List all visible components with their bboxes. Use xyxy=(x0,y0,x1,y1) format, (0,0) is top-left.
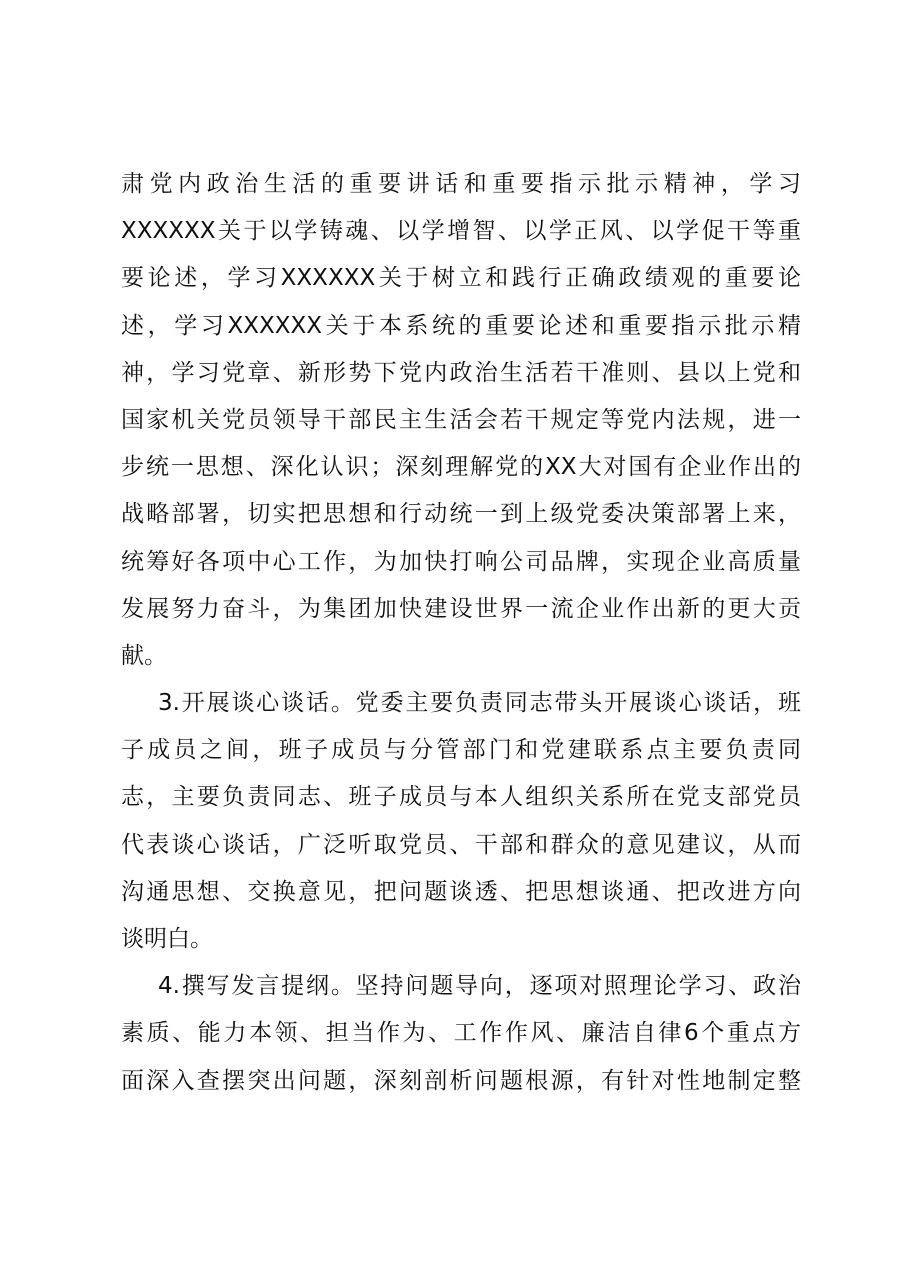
document-body xyxy=(121,161,801,1105)
paragraph-heading-line: 4.撰写发言提纲。坚持问题导向，逐项对照理论学习、政治 xyxy=(158,973,801,1000)
text-line: 神，学习党章、新形势下党内政治生活若干准则、县以上党和 xyxy=(121,359,801,386)
text-line: 志，主要负责同志、班子成员与本人组织关系所在党支部党员 xyxy=(121,784,801,811)
text-line: 统筹好各项中心工作，为加快打响公司品牌，实现企业高质量 xyxy=(121,548,801,575)
text-line: 肃党内政治生活的重要讲话和重要指示批示精神，学习 xyxy=(121,171,801,197)
text-line: 素质、能力本领、担当作为、工作作风、廉洁自律6个重点方 xyxy=(121,1020,801,1047)
text-line: 面深入查摆突出问题，深刻剖析问题根源，有针对性地制定整 xyxy=(121,1067,801,1094)
text-line: 子成员之间，班子成员与分管部门和党建联系点主要负责同 xyxy=(121,737,801,764)
paragraph-heading-line: 3.开展谈心谈话。党委主要负责同志带头开展谈心谈话，班 xyxy=(158,690,801,717)
text-line: 谈明白。 xyxy=(121,926,213,952)
text-line: 述，学习XXXXXX关于本系统的重要论述和重要指示批示精 xyxy=(121,312,801,339)
text-line: 沟通思想、交换意见，把问题谈透、把思想谈通、把改进方向 xyxy=(121,878,801,905)
text-line: 献。 xyxy=(121,642,167,669)
text-line: 要论述，学习XXXXXX关于树立和践行正确政绩观的重要论 xyxy=(121,265,801,292)
text-line: 发展努力奋斗，为集团加快建设世界一流企业作出新的更大贡 xyxy=(121,595,801,622)
text-line: 国家机关党员领导干部民主生活会若干规定等党内法规，进一 xyxy=(121,406,801,433)
text-line: 代表谈心谈话，广泛听取党员、干部和群众的意见建议，从而 xyxy=(121,831,801,858)
text-line: 步统一思想、深化认识；深刻理解党的XX大对国有企业作出的 xyxy=(121,454,801,481)
text-line: 战略部署，切实把思想和行动统一到上级党委决策部署上来， xyxy=(121,501,801,528)
text-line: XXXXXX关于以学铸魂、以学增智、以学正风、以学促干等重 xyxy=(121,218,801,245)
